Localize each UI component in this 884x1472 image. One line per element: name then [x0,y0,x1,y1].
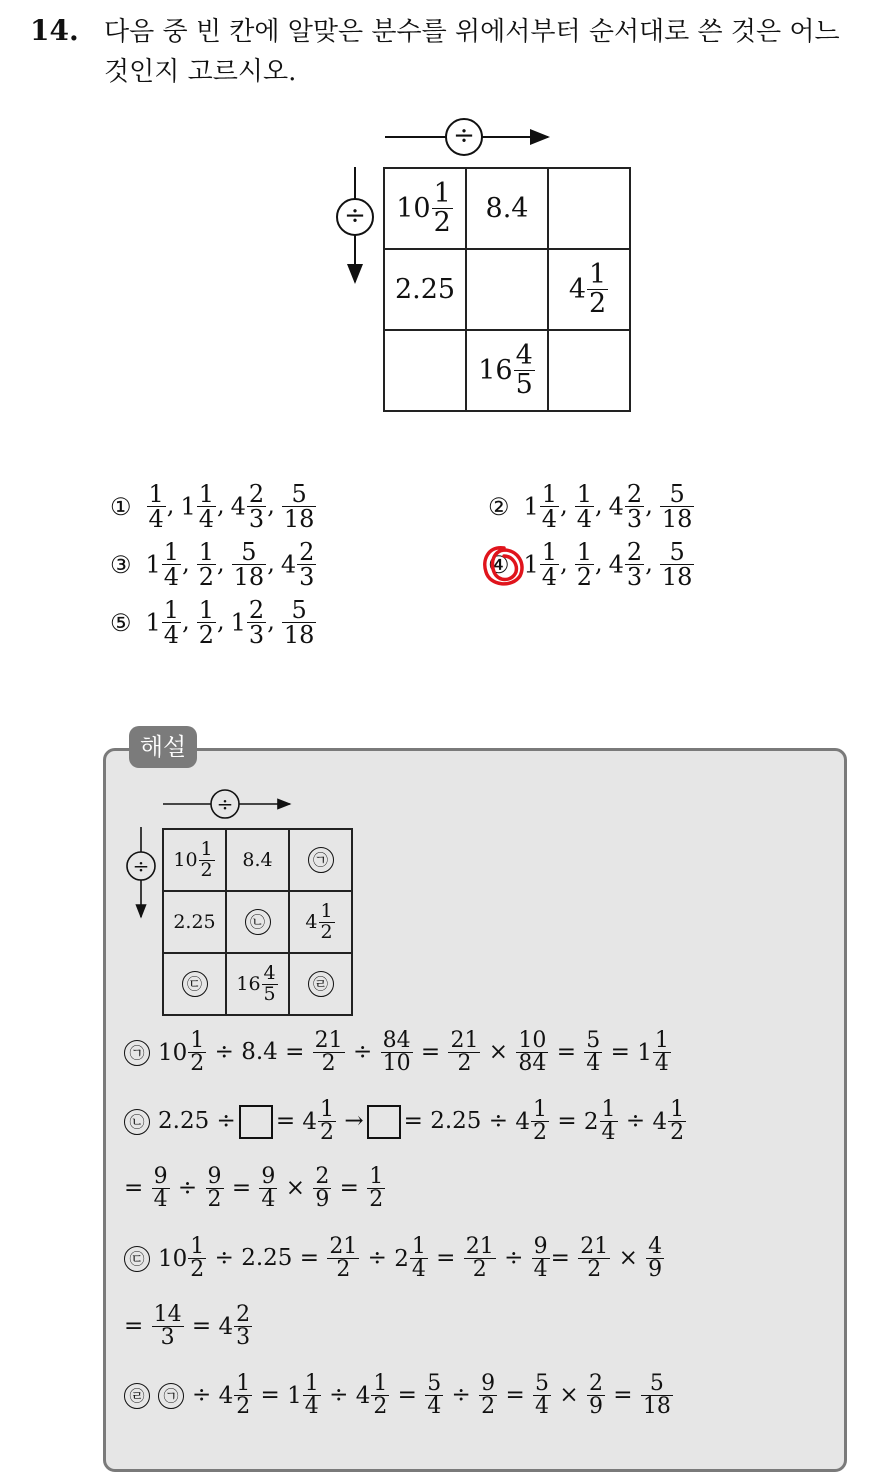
answer-mark-scribble [478,542,528,592]
grid-cell: 10 $\frac{1}{2}$ [163,829,226,891]
choice-separator: , [267,491,275,520]
grid-cell: 4 $\frac{1}{2}$ [548,249,630,330]
grid-cell-blank [548,330,630,411]
choice-fraction: 1 $\frac{1}{4}$ [145,596,180,650]
choice-fraction: $\frac{1}{4}$ [148,480,164,534]
number-grid [383,167,631,412]
explanation-grid [162,828,353,1016]
choice-separator: , [560,491,568,520]
choice-separator: , [645,491,653,520]
choice-fraction: $\frac{5}{18}$ [661,538,693,592]
grid-cell: 2.25 [163,891,226,953]
question-text: 다음 중 빈 칸에 알맞은 분수를 위에서부터 순서대로 쓴 것은 어느 것인지 고르시오. [104,17,840,87]
grid-cell: 8.4 [226,829,289,891]
divide-icon-horizontal-small: ÷ [216,792,234,816]
choice-fraction: $\frac{1}{4}$ [576,480,592,534]
solution-line-a: ㉠ 10 $\frac{1}{2}$ ÷ 8.4 = $\frac{21}{2}$ ÷ $\frac{84}{10}$ = $\frac{21}{2}$ × $\frac{10}{84}$ = $\frac{5}{4}$ = 1 $\frac{1}{4}$ [124,1030,672,1076]
solution-line-c: ㉢ 10 $\frac{1}{2}$ ÷ 2.25 = $\frac{21}{2}$ ÷ 2 $\frac{1}{4}$ = $\frac{21}{2}$ ÷ $\frac{9}{4}$ = $\frac{21}{2}$ × $\frac{4}{9}$ [124,1236,665,1282]
grid-cell-blank [548,168,630,249]
explanation-tag: 해설 [129,726,197,768]
choice-fraction: 4 $\frac{2}{3}$ [608,538,643,592]
choice-separator: , [217,491,225,520]
choice-separator: , [560,549,568,578]
choice-fraction: $\frac{5}{18}$ [233,538,265,592]
choice-fraction: 1 $\frac{2}{3}$ [230,596,265,650]
choice-separator: , [217,607,225,636]
choice-number: ② [488,492,510,521]
choice-separator: , [166,491,175,520]
solution-line-c2: = $\frac{14}{3}$ = 4 $\frac{2}{3}$ [124,1302,251,1351]
divide-icon-horizontal: ÷ [453,121,475,151]
choice-fraction: 4 $\frac{2}{3}$ [608,480,643,534]
choice-number: ⑤ [110,608,132,637]
choice-fraction: $\frac{1}{2}$ [198,596,214,650]
choice-fraction: 1 $\frac{1}{4}$ [523,538,558,592]
choice-fraction: $\frac{1}{2}$ [198,538,214,592]
choice-separator: , [267,549,275,578]
grid-cell: 10 $\frac{1}{2}$ [384,168,466,249]
grid-cell: 8.4 [466,168,548,249]
choice-separator: , [217,549,225,578]
choice-fraction: 1 $\frac{1}{4}$ [523,480,558,534]
blank-box [239,1105,273,1139]
choice-separator: , [182,607,190,636]
grid-cell: 16 $\frac{4}{5}$ [226,953,289,1015]
choice-5[interactable] [110,598,317,648]
choice-fraction: $\frac{1}{2}$ [576,538,592,592]
choice-fraction: 4 $\frac{2}{3}$ [280,538,315,592]
choice-number: ① [110,492,132,521]
solution-line-d: ㉣ ㉠ ÷ 4 $\frac{1}{2}$ = 1 $\frac{1}{4}$ ÷ 4 $\frac{1}{2}$ = $\frac{5}{4}$ ÷ $\frac{9}{2}$ = $\frac{5}{4}$ × $\frac{2}{9}$ = $\frac{5}{18}$ [124,1373,674,1419]
choice-number: ④ [488,550,510,579]
choice-separator: , [267,607,275,636]
blank-box [367,1105,401,1139]
choice-fraction: $\frac{5}{18}$ [283,480,315,534]
choice-separator: , [595,549,603,578]
divide-icon-vertical-small: ÷ [132,854,150,878]
choice-separator: , [595,491,603,520]
choice-fraction: 1 $\frac{1}{4}$ [145,538,180,592]
choice-fraction: 1 $\frac{1}{4}$ [180,480,214,534]
grid-cell-label: ㉣ [289,953,352,1015]
choice-fraction: $\frac{5}{18}$ [661,480,693,534]
choice-separator: , [182,549,190,578]
choice-fraction: 4 $\frac{2}{3}$ [230,480,265,534]
grid-cell-blank [384,330,466,411]
grid-cell: 16 $\frac{4}{5}$ [466,330,548,411]
question-number: 14. [30,14,79,47]
solution-line-b2: = $\frac{9}{4}$ ÷ $\frac{9}{2}$ = $\frac{9}{4}$ × $\frac{2}{9}$ = $\frac{1}{2}$ [124,1164,384,1213]
grid-cell-blank [466,249,548,330]
grid-cell: 4 $\frac{1}{2}$ [289,891,352,953]
grid-cell-label: ㉠ [289,829,352,891]
grid-cell-label: ㉡ [226,891,289,953]
divide-icon-vertical: ÷ [344,201,366,231]
choice-number: ③ [110,550,132,579]
choice-separator: , [645,549,653,578]
choice-2[interactable] [488,482,695,532]
choice-1[interactable] [110,482,317,532]
grid-cell-label: ㉢ [163,953,226,1015]
grid-cell: 2.25 [384,249,466,330]
solution-line-b: ㉡ 2.25 ÷ = 4 $\frac{1}{2}$ → = 2.25 ÷ 4 $\frac{1}{2}$ = 2 $\frac{1}{4}$ ÷ 4 $\frac{1}{2}$ [124,1099,687,1145]
choice-fraction: $\frac{5}{18}$ [283,596,315,650]
choice-3[interactable] [110,540,317,590]
